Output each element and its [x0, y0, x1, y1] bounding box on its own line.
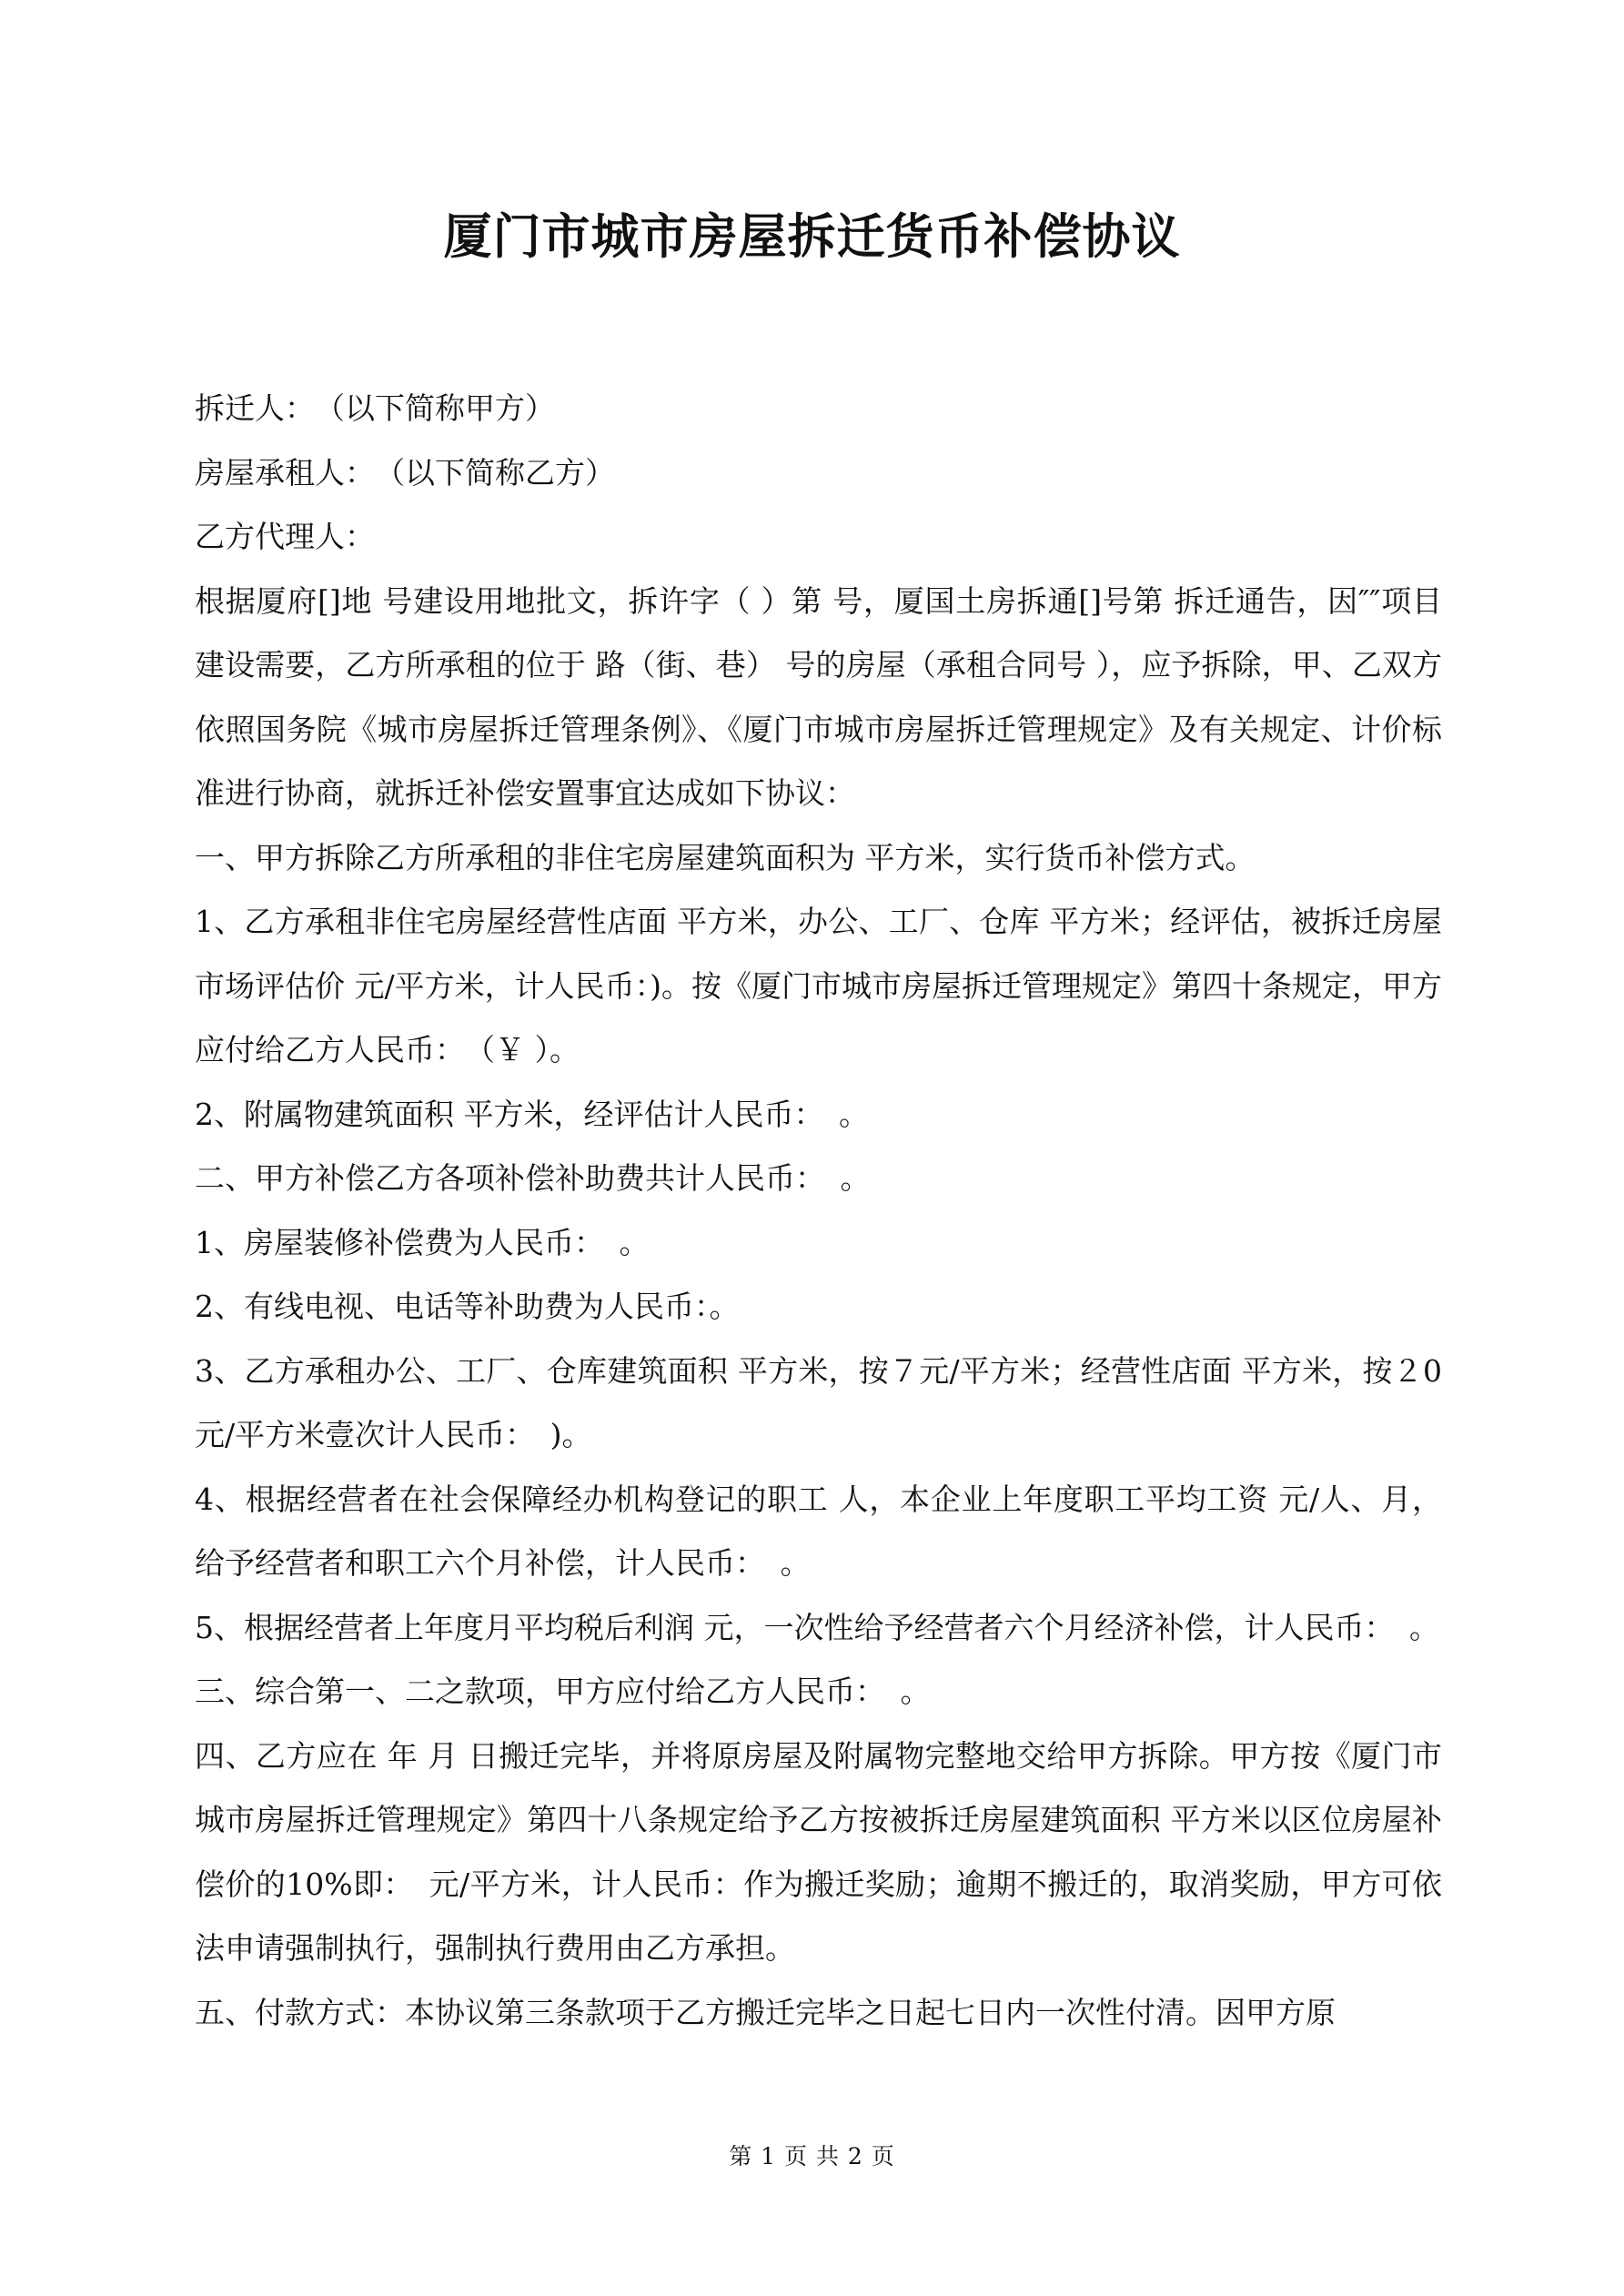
tenant-agent-line: 乙方代理人： [195, 519, 375, 554]
clause-1-item-1: 1、乙方承租非住宅房屋经营性店面 平方米，办公、工厂、仓库 平方米；经评估，被拆迁房屋市场评估价 元/平方米，计人民币：)。按《厦门市城市房屋拆迁管理规定》第四十条规定，甲方应付给乙方人民币： （￥ ）。 [195, 904, 1442, 1067]
clause-2-item-1: 1、房屋装修补偿费为人民币： 。 [195, 1224, 650, 1260]
document-title: 厦门市城市房屋拆迁货币补偿协议 [443, 208, 1181, 265]
preamble-paragraph: 根据厦府[]地 号建设用地批文，拆许字（ ）第 号，厦国土房拆通[]号第 拆迁通告，因″″项目建设需要，乙方所承租的位于 路（街、巷） 号的房屋（承租合同号 ），应予拆除，甲、乙双方依照国务院《城市房屋拆迁管理条例》、《厦门市城市房屋拆迁管理规定》及有关规定、计价标准进行协商，就拆迁补偿安置事宜达成如下协议： [195, 582, 1442, 811]
clause-2-heading: 二、甲方补偿乙方各项补偿补助费共计人民币： 。 [195, 1160, 871, 1196]
clause-5: 五、付款方式：本协议第三条款项于乙方搬迁完毕之日起七日内一次性付清。因甲方原 [195, 1994, 1336, 2030]
clause-2-item-5: 5、根据经营者上年度月平均税后利润 元，一次性给予经营者六个月经济补偿，计人民币： 。 [195, 1609, 1439, 1645]
party-tenant-line: 房屋承租人： （以下简称乙方） [195, 454, 615, 491]
clause-2-item-4: 4、根据经营者在社会保障经办机构登记的职工 人，本企业上年度职工平均工资 元/人、月，给予经营者和职工六个月补偿，计人民币： 。 [195, 1481, 1442, 1581]
party-demolisher-line: 拆迁人： （以下简称甲方） [195, 390, 555, 426]
document-body [195, 377, 1442, 2045]
page-footer: 第 1 页 共 2 页 [729, 2143, 895, 2170]
clause-1-item-2: 2、附属物建筑面积 平方米，经评估计人民币： 。 [195, 1096, 869, 1132]
clause-3: 三、综合第一、二之款项，甲方应付给乙方人民币： 。 [195, 1674, 931, 1709]
clause-4: 四、乙方应在 年 月 日搬迁完毕，并将原房屋及附属物完整地交给甲方拆除。甲方按《厦门市城市房屋拆迁管理规定》第四十八条规定给予乙方按被拆迁房屋建筑面积 平方米以区位房屋补偿价的10%即： 元/平方米，计人民币：作为搬迁奖励；逾期不搬迁的，取消奖励，甲方可依法申请强制执行，强制执行费用由乙方承担。 [195, 1737, 1442, 1966]
clause-2-item-3: 3、乙方承租办公、工厂、仓库建筑面积 平方米，按７元/平方米；经营性店面 平方米，按２0元/平方米壹次计人民币： )。 [195, 1352, 1442, 1452]
clause-2-item-2: 2、有线电视、电话等补助费为人民币：。 [195, 1289, 740, 1324]
clause-1-heading: 一、甲方拆除乙方所承租的非住宅房屋建筑面积为 平方米，实行货币补偿方式。 [195, 839, 1256, 875]
